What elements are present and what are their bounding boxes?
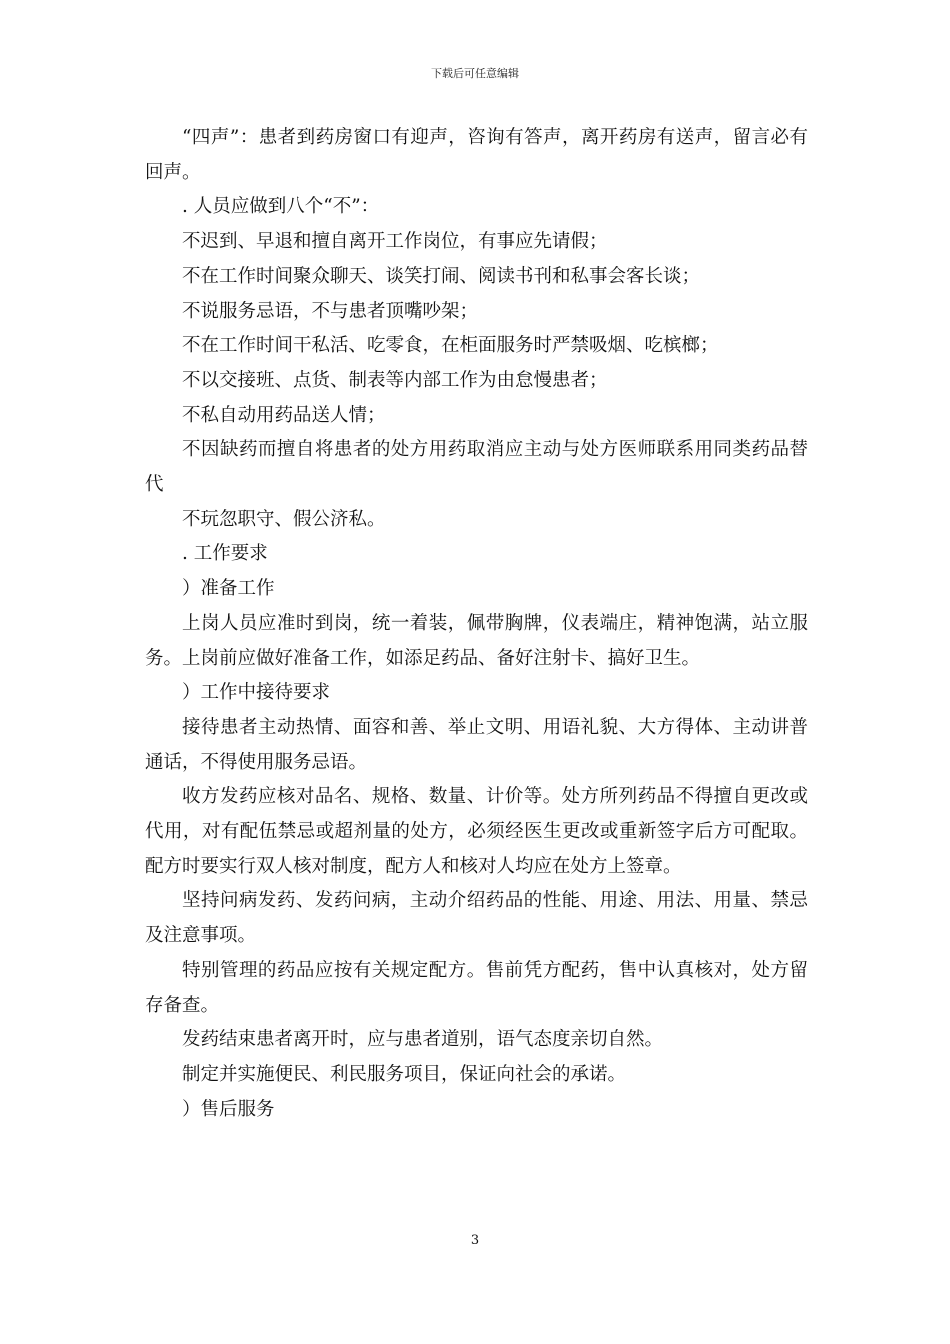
paragraph-rule-4: 不在工作时间干私活、吃零食，在柜面服务时严禁吸烟、吃槟榔； <box>182 335 719 357</box>
paragraph-four-voices: “四声”：患者到药房窗口有迎声，咨询有答声，离开药房有送声，留言必有回声。 <box>145 127 808 183</box>
paragraph-special-drugs: 特别管理的药品应按有关规定配方。售前凭方配药，售中认真核对，处方留存备查。 <box>145 959 808 1016</box>
paragraph-reception: 接待患者主动热情、面容和善、举止文明、用语礼貌、大方得体、主动讲普通话，不得使用服务忌语。 <box>145 716 808 773</box>
paragraph-preparation-heading: ）准备工作 <box>182 578 275 600</box>
paragraph-eight-nots-heading: . 人员应做到八个“不”： <box>182 196 380 218</box>
paragraph-preparation: 上岗人员应准时到岗，统一着装，佩带胸牌，仪表端庄，精神饱满，站立服务。上岗前应做好准备工作，如添足药品、备好注射卡、搞好卫生。 <box>145 612 808 669</box>
paragraph-rule-8: 不玩忽职守、假公济私。 <box>182 508 386 530</box>
paragraph-after-sales-heading: ）售后服务 <box>182 1098 275 1120</box>
paragraph-rule-2: 不在工作时间聚众聊天、谈笑打闹、阅读书刊和私事会客长谈； <box>182 265 701 287</box>
paragraph-rule-6: 不私自动用药品送人情； <box>182 404 386 426</box>
paragraph-service-commitment: 制定并实施便民、利民服务项目，保证向社会的承诺。 <box>182 1063 627 1085</box>
paragraph-ask-and-dispense: 坚持问病发药、发药问病，主动介绍药品的性能、用途、用法、用量、禁忌及注意事项。 <box>145 890 808 947</box>
paragraph-farewell: 发药结束患者离开时，应与患者道别，语气态度亲切自然。 <box>182 1029 664 1051</box>
page-header: 下载后可任意编辑 <box>431 67 519 80</box>
paragraph-rule-3: 不说服务忌语，不与患者顶嘴吵架； <box>182 300 479 322</box>
paragraph-reception-heading: ）工作中接待要求 <box>182 682 331 704</box>
page-number: 3 <box>470 1233 480 1248</box>
paragraph-rule-5: 不以交接班、点货、制表等内部工作为由怠慢患者； <box>182 369 608 391</box>
document-body <box>145 121 808 1127</box>
paragraph-prescription-check: 收方发药应核对品名、规格、数量、计价等。处方所列药品不得擅自更改或代用，对有配伍禁忌或超剂量的处方，必须经医生更改或重新签字后方可配取。配方时要实行双人核对制度，配方人和核对人均应在处方上签章。 <box>145 786 808 877</box>
paragraph-rule-1: 不迟到、早退和擅自离开工作岗位，有事应先请假； <box>182 231 608 253</box>
paragraph-work-requirements-heading: . 工作要求 <box>182 543 268 565</box>
paragraph-rule-7: 不因缺药而擅自将患者的处方用药取消应主动与处方医师联系用同类药品替代 <box>145 439 808 496</box>
